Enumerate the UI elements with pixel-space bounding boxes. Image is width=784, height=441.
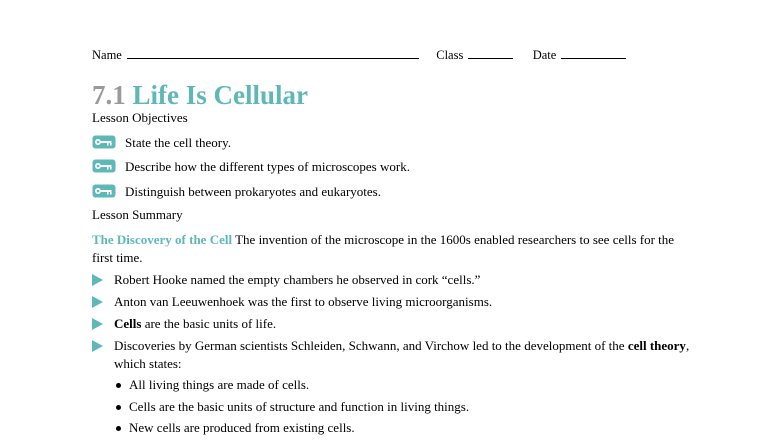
key-icon (92, 184, 116, 198)
key-icon (92, 135, 116, 149)
objective-text: Describe how the different types of microscopes work. (125, 159, 410, 174)
sub-bullet-text: Cells are the basic units of structure and function in living things. (129, 399, 470, 414)
class-blank[interactable] (468, 46, 513, 59)
objective-text: State the cell theory. (125, 135, 232, 150)
name-blank[interactable] (127, 46, 419, 59)
bullet-after: , which states: (114, 338, 690, 371)
lesson-title (92, 78, 308, 112)
lesson-title-text: Life Is Cellular (132, 80, 308, 110)
triangle-bullet-icon (92, 340, 103, 352)
class-label: Class (436, 48, 464, 62)
name-label: Name (92, 48, 122, 62)
section-lead: The Discovery of the Cell (92, 232, 233, 247)
date-label: Date (532, 48, 557, 62)
bullet-text: Anton van Leeuwenhoek was the first to observe living microorganisms. (114, 294, 493, 309)
bullet-text: Robert Hooke named the empty chambers he observed in cork “cells.” (114, 272, 481, 287)
bullet-rest: are the basic units of life. (141, 316, 277, 331)
key-icon (92, 159, 116, 173)
objective-text: Distinguish between prokaryotes and eukaryotes. (125, 184, 381, 199)
bullet-before: Discoveries by German scientists Schleiden, Schwann, and Virchow led to the development of the (114, 338, 628, 353)
summary-heading: Lesson Summary (92, 207, 183, 222)
dot-bullet-icon (116, 405, 121, 410)
sub-bullet-text: New cells are produced from existing cells. (129, 420, 355, 435)
date-blank[interactable] (561, 46, 626, 59)
bullet-text (114, 315, 692, 333)
triangle-bullet-icon (92, 274, 103, 286)
discovery-paragraph (92, 231, 692, 267)
student-info-header (92, 46, 626, 63)
triangle-bullet-icon (92, 296, 103, 308)
bold-term: Cells (114, 316, 142, 331)
dot-bullet-icon (116, 383, 121, 388)
triangle-bullet-icon (92, 318, 103, 330)
sub-bullet-text: All living things are made of cells. (129, 377, 310, 392)
lesson-number: 7.1 (92, 80, 126, 110)
dot-bullet-icon (116, 426, 121, 431)
bold-term: cell theory (627, 338, 686, 353)
section-lead-text: The invention of the microscope in the 1600s enabled researchers to see cells for the first time. (92, 232, 675, 265)
bullet-text (114, 337, 692, 373)
objectives-heading: Lesson Objectives (92, 110, 188, 125)
